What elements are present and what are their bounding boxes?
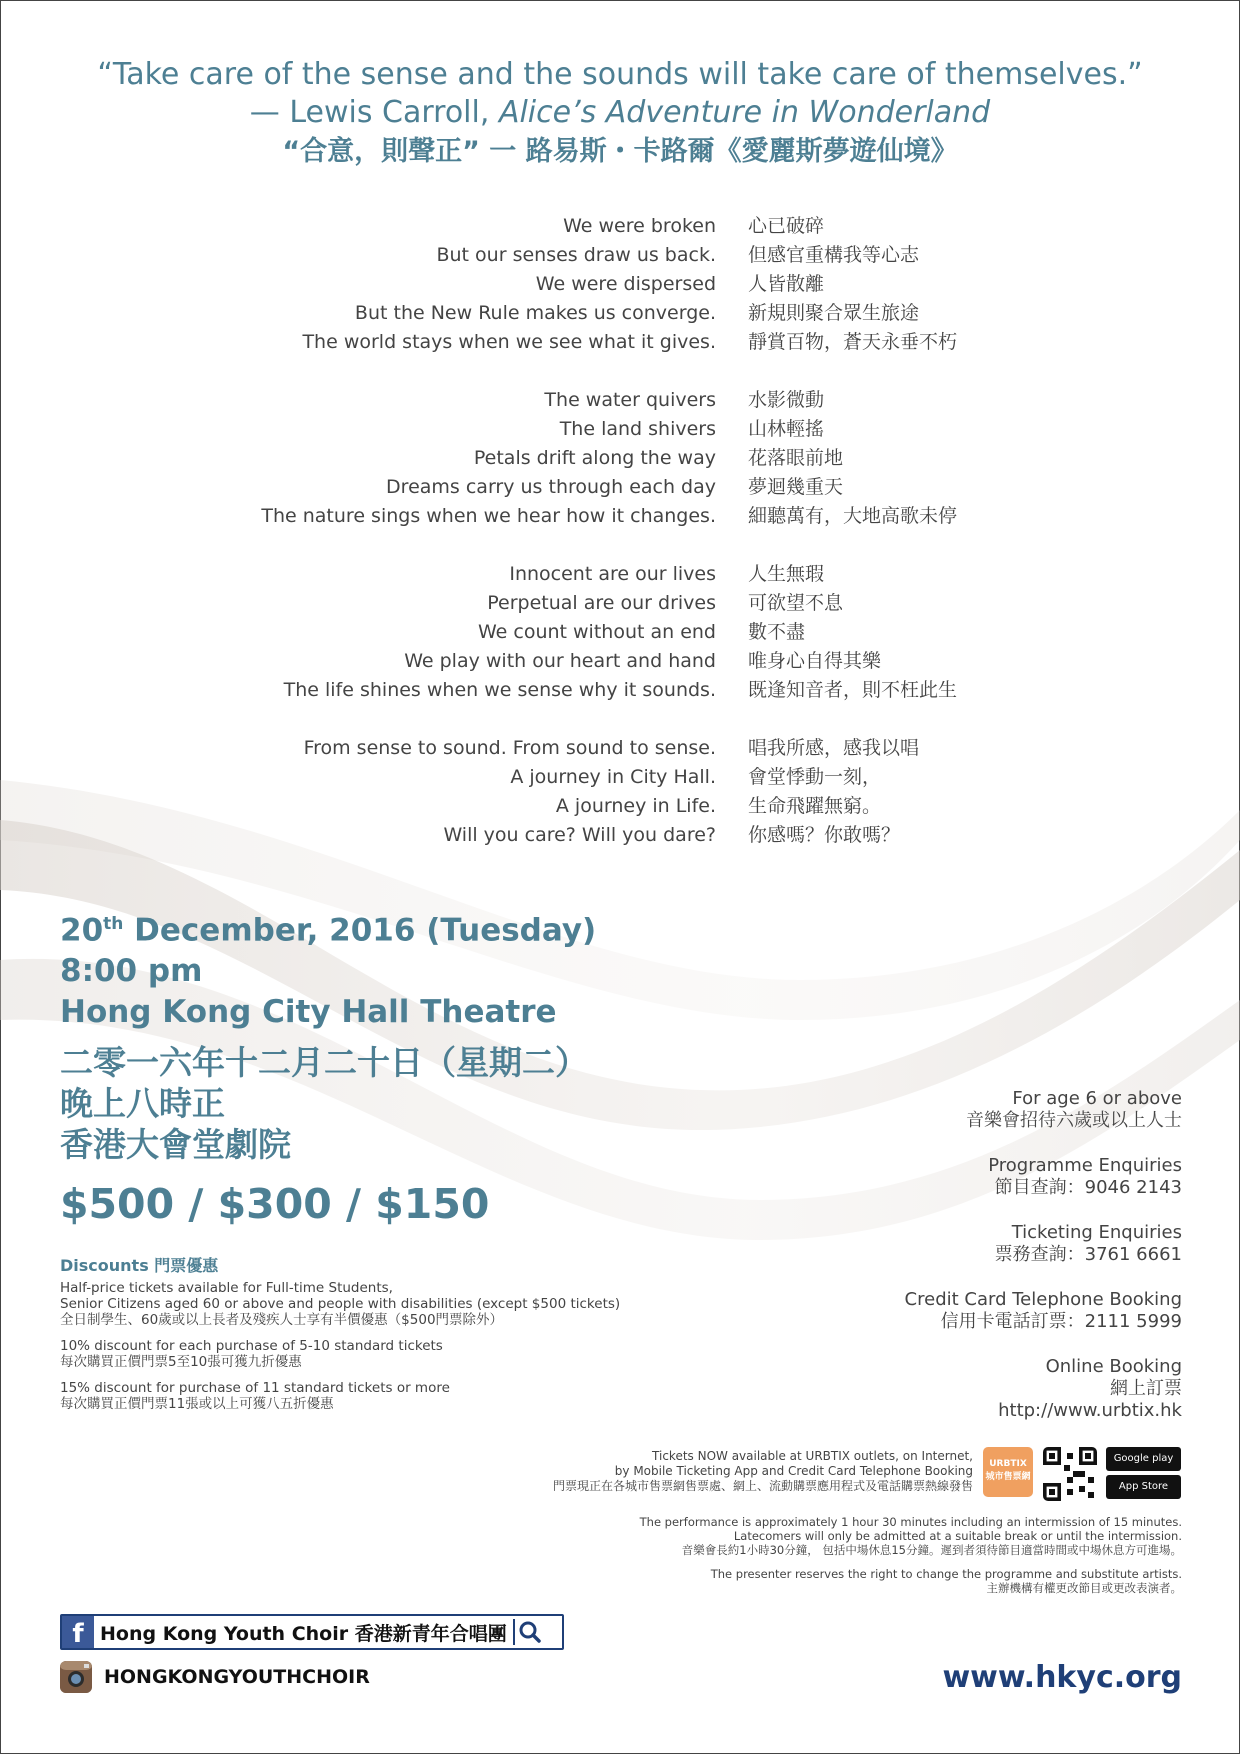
poem-line	[0, 589, 1240, 618]
event-date-zh: 二零一六年十二月二十日（星期二）	[60, 1043, 588, 1083]
notes-duration-group	[640, 1515, 1182, 1557]
website-link[interactable]: www.hkyc.org	[942, 1660, 1182, 1695]
ticket-prices: $500 / $300 / $150	[60, 1180, 490, 1228]
poem-line-zh: 會堂悸動一刻，	[748, 766, 882, 788]
poem-line	[0, 647, 1240, 676]
notes-presenter-zh: 主辦機構有權更改節目或更改表演者。	[986, 1581, 1182, 1595]
poem-line-en: We were dispersed	[535, 273, 716, 295]
poem-stanza-1	[0, 212, 1240, 357]
poem-line-en: Petals drift along the way	[473, 447, 716, 469]
event-date-day: 20	[60, 912, 104, 949]
facebook-page-name: Hong Kong Youth Choir 香港新青年合唱團	[100, 1622, 507, 1645]
poem-line	[0, 270, 1240, 299]
discount-text-zh: 每次購買正價門票5至10張可獲九折優惠	[60, 1354, 302, 1370]
poem-line	[0, 299, 1240, 328]
poem-line-en: Innocent are our lives	[509, 563, 716, 585]
poem-line-zh: 可欲望不息	[748, 592, 844, 614]
urbtix-logo-zh: 城市售票網	[985, 1472, 1031, 1482]
poem-line	[0, 212, 1240, 241]
programme-enquiries	[905, 1155, 1182, 1199]
poem-line-en: The land shivers	[559, 418, 716, 440]
poem-line	[0, 328, 1240, 357]
attribution-author: — Lewis Carroll,	[249, 95, 499, 130]
poem-line	[0, 444, 1240, 473]
qr-code-icon[interactable]	[1043, 1447, 1097, 1501]
poem-line	[0, 821, 1240, 850]
poem-line-en: A journey in Life.	[555, 795, 716, 817]
discount-text-en: Senior Citizens aged 60 or above and people with disabilities (except $500 tickets)	[60, 1296, 621, 1312]
poem-line-en: Perpetual are our drives	[487, 592, 716, 614]
discount-text-zh: 每次購買正價門票11張或以上可獲八五折優惠	[60, 1396, 334, 1412]
poem-line	[0, 560, 1240, 589]
event-date-rest: December, 2016 (Tuesday)	[123, 912, 597, 949]
online-booking-en: Online Booking	[1045, 1356, 1182, 1377]
poem-line	[0, 618, 1240, 647]
performance-notes	[640, 1515, 1182, 1605]
quote-chinese: “合意，則聲正” 一 路易斯・卡路爾《愛麗斯夢遊仙境》	[282, 136, 958, 167]
event-details	[60, 904, 596, 1165]
poem-line-en: From sense to sound. From sound to sense.	[303, 737, 716, 759]
online-booking-zh: 網上訂票	[1110, 1378, 1182, 1399]
discount-text-en: 10% discount for each purchase of 5-10 standard tickets	[60, 1338, 443, 1354]
poem-line-zh: 夢迴幾重天	[748, 476, 844, 498]
poem-line-zh: 人皆散離	[748, 273, 825, 295]
poem-line-en: But our senses draw us back.	[436, 244, 716, 266]
instagram-row	[60, 1661, 370, 1693]
poem-line-en: We were broken	[563, 215, 716, 237]
poem-line-zh: 唯身心自得其樂	[748, 650, 882, 672]
programme-enquiries-zh: 節目查詢：9046 2143	[994, 1177, 1182, 1198]
poem-line	[0, 415, 1240, 444]
urbtix-logo	[983, 1447, 1033, 1497]
event-time-zh: 晚上八時正	[60, 1084, 225, 1124]
poem-stanza-4	[0, 734, 1240, 850]
urbtix-link[interactable]: http://www.urbtix.hk	[998, 1400, 1182, 1421]
credit-card-booking	[905, 1289, 1182, 1333]
poem-line-zh: 花落眼前地	[748, 447, 844, 469]
discount-text-en: Half-price tickets available for Full-time Students,	[60, 1280, 393, 1296]
poem-line	[0, 676, 1240, 705]
poem-stanza-3	[0, 560, 1240, 705]
quote-block	[0, 56, 1240, 172]
poem-line-zh: 心已破碎	[748, 215, 825, 237]
poem-line	[0, 386, 1240, 415]
ticketing-enquiries	[905, 1222, 1182, 1266]
event-date	[60, 904, 596, 951]
poem-line-en: But the New Rule makes us converge.	[354, 302, 716, 324]
discount-text-en: 15% discount for purchase of 11 standard tickets or more	[60, 1380, 450, 1396]
event-time: 8:00 pm	[60, 953, 203, 990]
poem-line-en: The life shines when we sense why it sounds.	[283, 679, 716, 701]
notes-duration-en: The performance is approximately 1 hour 30 minutes including an intermission of 15 minutes.	[639, 1515, 1182, 1529]
poem-line-zh: 但感官重構我等心志	[748, 244, 920, 266]
poem-line-en: A journey in City Hall.	[510, 766, 716, 788]
ticketing-enquiries-zh: 票務查詢：3761 6661	[994, 1244, 1182, 1265]
notes-presenter-en: The presenter reserves the right to change the programme and substitute artists.	[710, 1567, 1182, 1581]
poem-line-zh: 數不盡	[748, 621, 806, 643]
enquiry-info	[905, 1088, 1182, 1445]
poem-line-zh: 人生無瑕	[748, 563, 825, 585]
poem-line	[0, 241, 1240, 270]
discount-item	[60, 1338, 620, 1370]
facebook-search-bar[interactable]	[60, 1614, 564, 1650]
poem-line-en: The nature sings when we hear how it changes.	[261, 505, 716, 527]
quote-attribution	[0, 94, 1240, 132]
poem-line-zh: 細聽萬有，大地高歌未停	[748, 505, 958, 527]
credit-card-booking-zh: 信用卡電話訂票：2111 5999	[940, 1311, 1182, 1332]
poem-line-zh: 水影微動	[748, 389, 825, 411]
search-icon[interactable]	[515, 1617, 545, 1647]
notes-latecomers-en: Latecomers will only be admitted at a suitable break or until the intermission.	[733, 1529, 1182, 1543]
event-venue: Hong Kong City Hall Theatre	[60, 994, 557, 1031]
ticket-availability-zh: 門票現正在各城市售票網售票處、網上、流動購票應用程式及電話購票熱線發售	[552, 1479, 973, 1493]
quote-text: “Take care of the sense and the sounds will take care of themselves.”	[97, 57, 1143, 92]
poem-line-en: The water quivers	[544, 389, 716, 411]
event-venue-zh: 香港大會堂劇院	[60, 1125, 291, 1165]
credit-card-booking-en: Credit Card Telephone Booking	[904, 1289, 1182, 1310]
poem-line-zh: 唱我所感，感我以唱	[748, 737, 920, 759]
ticket-availability-line1: Tickets NOW available at URBTIX outlets, on Internet,	[652, 1449, 973, 1463]
poem-line	[0, 763, 1240, 792]
programme-enquiries-en: Programme Enquiries	[988, 1155, 1182, 1176]
poem-line-zh: 山林輕搖	[748, 418, 825, 440]
poem-line	[0, 734, 1240, 763]
notes-presenter-group	[640, 1567, 1182, 1595]
online-booking	[905, 1356, 1182, 1422]
app-store-button[interactable]: App Store	[1106, 1475, 1181, 1499]
urbtix-logo-text: URBTIX	[989, 1459, 1027, 1469]
poem-line	[0, 792, 1240, 821]
discount-text-zh: 全日制學生、60歲或以上長者及殘疾人士享有半價優惠（$500門票除外）	[60, 1312, 504, 1328]
poem-line-zh: 你感嗎？你敢嗎？	[748, 824, 901, 846]
instagram-handle: HONGKONGYOUTHCHOIR	[104, 1666, 370, 1688]
google-play-button[interactable]: Google play	[1106, 1447, 1181, 1471]
discount-item	[60, 1380, 620, 1412]
ticket-availability-line2: by Mobile Ticketing App and Credit Card Telephone Booking	[614, 1464, 973, 1478]
discounts-title: Discounts 門票優惠	[60, 1256, 219, 1275]
poem-line-zh: 生命飛躍無窮。	[748, 795, 882, 817]
poem-line-en: We count without an end	[477, 621, 716, 643]
poem-line	[0, 473, 1240, 502]
discount-item	[60, 1280, 620, 1328]
ticket-availability	[553, 1449, 973, 1494]
age-info-en: For age 6 or above	[1012, 1088, 1182, 1109]
poem-line-zh: 靜賞百物，蒼天永垂不朽	[748, 331, 958, 353]
notes-duration-zh: 音樂會長約1小時30分鐘， 包括中場休息15分鐘。遲到者須待節目適當時間或中場休息方可進場。	[681, 1543, 1182, 1557]
poem-line-en: Will you care? Will you dare?	[443, 824, 716, 846]
attribution-book: Alice’s Adventure in Wonderland	[498, 95, 991, 130]
age-info	[905, 1088, 1182, 1132]
event-date-suffix: th	[103, 914, 124, 934]
age-info-zh: 音樂會招待六歲或以上人士	[966, 1110, 1182, 1131]
poem-stanza-2	[0, 386, 1240, 531]
poem-line-en: Dreams carry us through each day	[386, 476, 716, 498]
poem-line	[0, 502, 1240, 531]
poem	[0, 212, 1240, 879]
discounts-section	[60, 1258, 620, 1422]
poem-line-en: The world stays when we see what it gives.	[302, 331, 716, 353]
instagram-icon	[60, 1661, 92, 1693]
facebook-icon: f	[62, 1616, 94, 1648]
poem-line-zh: 既逢知音者，則不枉此生	[748, 679, 958, 701]
poem-line-en: We play with our heart and hand	[404, 650, 716, 672]
poem-line-zh: 新規則聚合眾生旅途	[748, 302, 920, 324]
ticketing-enquiries-en: Ticketing Enquiries	[1011, 1222, 1182, 1243]
